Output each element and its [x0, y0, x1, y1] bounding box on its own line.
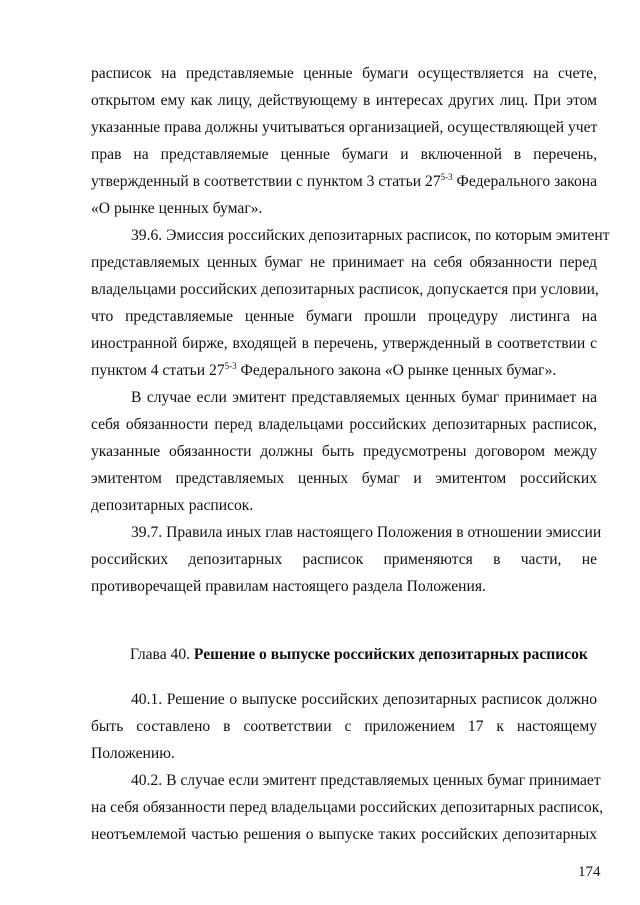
superscript: 5-3	[440, 171, 453, 182]
text-line: представляемых ценных бумаг не принимает на себя обязанности перед	[91, 254, 597, 271]
text-line: владельцами российских депозитарных расписок, допускается при условии,	[91, 281, 599, 298]
page-number: 174	[578, 864, 601, 880]
text-line: прав на представляемые ценные бумаги и включенной в перечень,	[91, 146, 597, 163]
text-line: иностранной бирже, входящей в перечень, утвержденный в соответствии с	[91, 335, 597, 352]
text-line: В случае если эмитент представляемых ценных бумаг принимает на	[131, 389, 597, 406]
text-line: Положению.	[91, 745, 175, 762]
text-fragment: Федерального закона	[452, 173, 598, 190]
text-line: себя обязанности перед владельцами российских депозитарных расписок,	[91, 416, 597, 433]
text-line: российских депозитарных расписок применяются в части, не	[91, 551, 597, 568]
text-fragment: Федерального закона «О рынке ценных бумаг».	[236, 362, 557, 379]
text-line	[91, 172, 597, 192]
text-line: 40.1. Решение о выпуске российских депозитарных расписок должно	[131, 691, 597, 708]
text-line: указанные права должны учитываться организацией, осуществляющей учет	[91, 119, 598, 136]
chapter-number: Глава 40.	[130, 646, 194, 663]
text-line: 39.6. Эмиссия российских депозитарных расписок, по которым эмитент	[131, 227, 610, 244]
text-line: расписок на представляемые ценные бумаги осуществляется на счете,	[91, 65, 597, 82]
superscript: 5-3	[224, 360, 237, 371]
text-line: 40.2. В случае если эмитент представляемых ценных бумаг принимает	[131, 772, 601, 789]
text-line: на себя обязанности перед владельцами российских депозитарных расписок,	[91, 799, 604, 816]
chapter-title: Решение о выпуске российских депозитарных расписок	[193, 646, 588, 663]
text-line: быть составлено в соответствии с приложением 17 к настоящему	[91, 718, 597, 735]
text-line	[91, 361, 597, 381]
text-line: открытом ему как лицу, действующему в интересах других лиц. При этом	[91, 92, 597, 109]
text-line: неотъемлемой частью решения о выпуске таких российских депозитарных	[91, 826, 597, 843]
text-fragment: пунктом 4 статьи 27	[91, 362, 225, 379]
text-line: 39.7. Правила иных глав настоящего Положения в отношении эмиссии	[131, 524, 602, 541]
text-line: противоречащей правилам настоящего раздела Положения.	[91, 578, 486, 595]
text-line: депозитарных расписок.	[91, 497, 254, 514]
text-line: указанные обязанности должны быть предусмотрены договором между	[91, 443, 597, 460]
chapter-heading	[130, 645, 588, 665]
text-line: эмитентом представляемых ценных бумаг и эмитентом российских	[91, 470, 597, 487]
text-line: что представляемые ценные бумаги прошли процедуру листинга на	[91, 308, 597, 325]
text-line: «О рынке ценных бумаг».	[91, 200, 263, 217]
text-fragment: утвержденный в соответствии с пунктом 3 статьи 27	[91, 173, 441, 190]
